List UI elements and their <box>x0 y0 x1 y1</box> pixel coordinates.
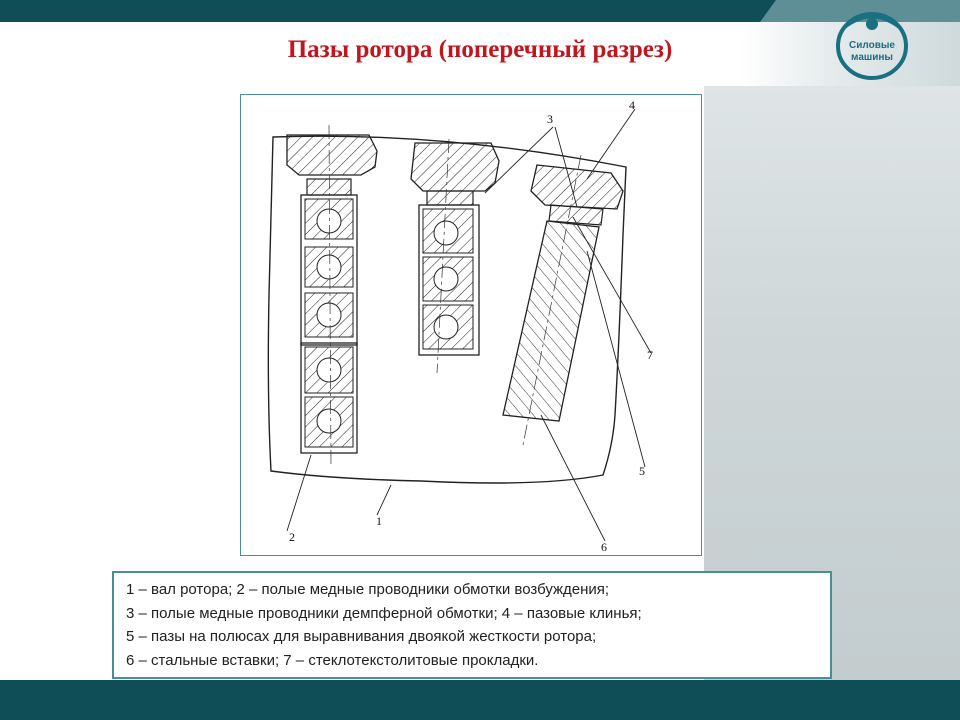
leader-2 <box>287 455 311 531</box>
logo-text-2: машины <box>851 52 893 63</box>
bottom-bar <box>0 680 960 720</box>
leader-4 <box>587 109 635 179</box>
callout-2: 2 <box>289 530 295 544</box>
company-logo <box>826 6 918 84</box>
leader-6 <box>541 415 605 541</box>
logo-text-1: Силовые <box>849 40 895 51</box>
legend-line-1: 1 – вал ротора; 2 – полые медные проводники обмотки возбуждения; <box>126 581 610 598</box>
leader-1 <box>377 485 391 515</box>
callout-6: 6 <box>601 540 607 554</box>
callout-4: 4 <box>629 98 635 112</box>
legend-line-3: 5 – пазы на полюсах для выравнивания двоякой жесткости ротора; <box>126 628 597 645</box>
slot-damper <box>411 143 499 355</box>
page-title: Пазы ротора (поперечный разрез) <box>287 36 673 63</box>
leader-5 <box>587 251 645 467</box>
legend-box <box>112 571 832 679</box>
callout-1: 1 <box>376 514 382 528</box>
callout-3: 3 <box>547 112 553 126</box>
callout-7: 7 <box>647 348 653 362</box>
slot-steel-insert <box>503 165 623 421</box>
rotor-drawing <box>241 95 703 557</box>
rotor-slots-figure <box>240 94 702 556</box>
legend-line-4: 6 – стальные вставки; 7 – стеклотекстолитовые прокладки. <box>126 651 539 669</box>
legend-line-2: 3 – полые медные проводники демпферной обмотки; 4 – пазовые клинья; <box>126 604 642 622</box>
slot-excitation <box>287 135 377 453</box>
callout-5: 5 <box>639 464 645 478</box>
